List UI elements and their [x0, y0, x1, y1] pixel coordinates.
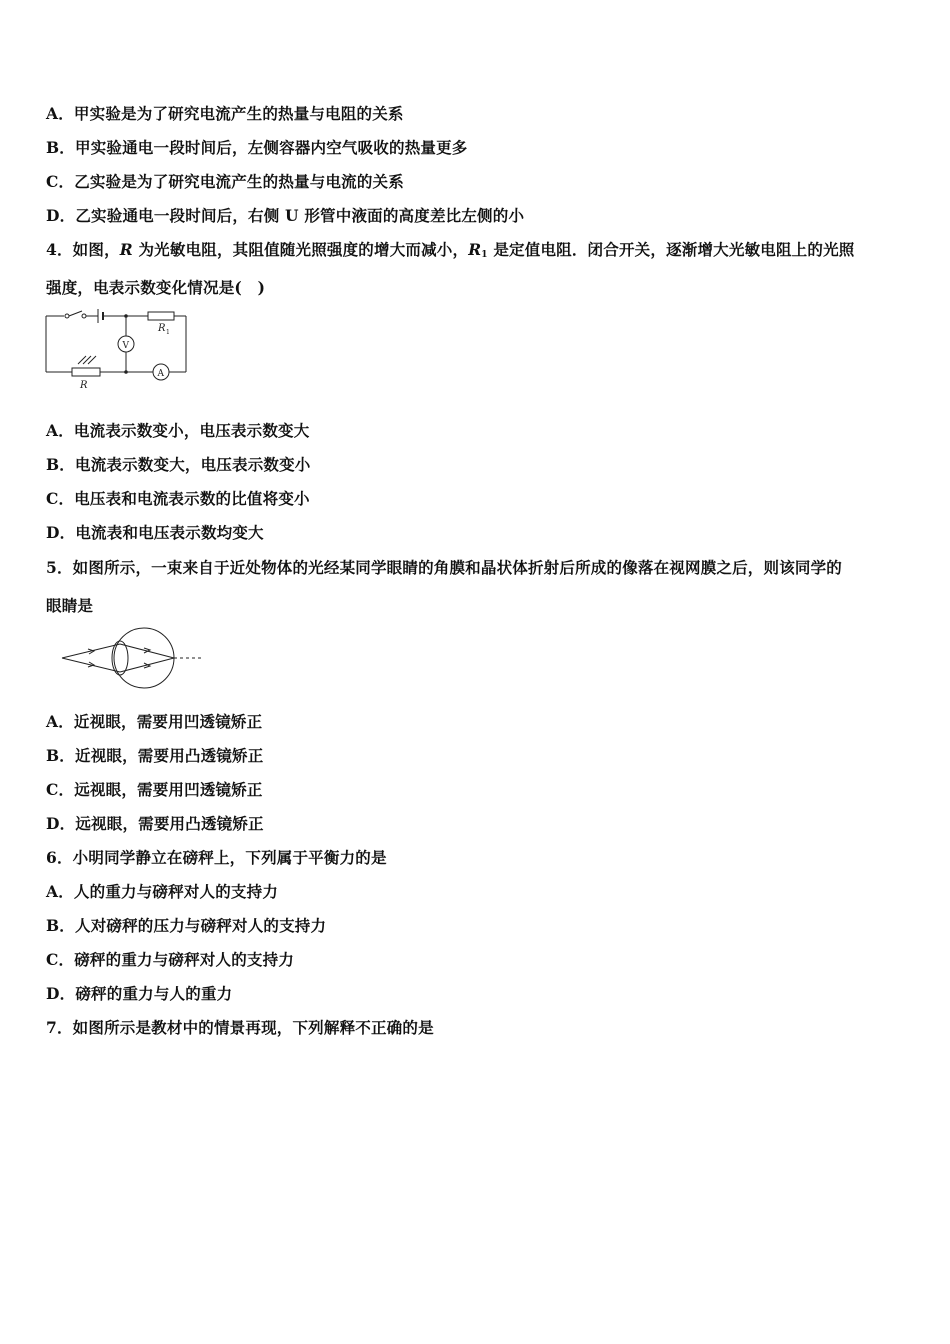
q5-option-c: C．远视眼，需要用凹透镜矫正: [46, 780, 263, 799]
r1-label: R: [158, 323, 166, 334]
ammeter-symbol: A: [157, 369, 164, 379]
q5-option-b: B．近视眼，需要用凸透镜矫正: [46, 746, 264, 765]
q3-option-d: D．乙实验通电一段时间后，右侧 U 形管中液面的高度差比左侧的小: [46, 206, 525, 225]
q4-stem-mid: 为光敏电阻，其阻值随光照强度的增大而减小，: [132, 240, 469, 259]
q4-r1-symbol: R: [468, 240, 482, 259]
q6-option-d: D．磅秤的重力与人的重力: [46, 984, 233, 1003]
q4-option-b: B．电流表示数变大，电压表示数变小: [46, 455, 311, 474]
q4-option-a: A．电流表示数变小，电压表示数变大: [46, 421, 310, 440]
q5-option-d: D．远视眼，需要用凸透镜矫正: [46, 814, 264, 833]
q6-option-b: B．人对磅秤的压力与磅秤对人的支持力: [46, 916, 327, 935]
q4-r-symbol: R: [119, 240, 133, 259]
q6-option-a: A．人的重力与磅秤对人的支持力: [46, 882, 279, 901]
q4-circuit-diagram: [40, 306, 200, 394]
q4-option-c: C．电压表和电流表示数的比值将变小: [46, 489, 310, 508]
q6-option-c: C．磅秤的重力与磅秤对人的支持力: [46, 950, 295, 969]
q4-stem-line2: 强度，电表示数变化情况是( ): [46, 278, 266, 297]
q3-option-b: B．甲实验通电一段时间后，左侧容器内空气吸收的热量更多: [46, 138, 468, 157]
q7-stem: 7．如图所示是教材中的情景再现，下列解释不正确的是: [46, 1018, 434, 1037]
q5-stem-line2: 眼睛是: [46, 596, 94, 615]
r-label: R: [80, 380, 88, 391]
q3-option-a: A．甲实验是为了研究电流产生的热量与电阻的关系: [46, 104, 404, 123]
q3-option-c: C．乙实验是为了研究电流产生的热量与电流的关系: [46, 172, 404, 191]
q5-option-a: A．近视眼，需要用凹透镜矫正: [46, 712, 263, 731]
q5-stem-line1: 5．如图所示，一束来自于近处物体的光经某同学眼睛的角膜和晶状体折射后所成的像落在视网膜之后，则该同学的: [46, 558, 842, 577]
q6-stem: 6．小明同学静立在磅秤上，下列属于平衡力的是: [46, 848, 387, 867]
voltmeter-symbol: V: [122, 341, 129, 351]
q4-stem-end: 是定值电阻．闭合开关，逐渐增大光敏电阻上的光照: [487, 240, 855, 259]
q4-r1-subscript: 1: [481, 250, 488, 260]
q5-eye-diagram: [58, 622, 210, 694]
q4-option-d: D．电流表和电压表示数均变大: [46, 523, 264, 542]
q4-stem-line1: [46, 238, 854, 260]
r1-label-subscript: 1: [166, 329, 170, 336]
q4-number: 4．如图，: [46, 240, 120, 259]
